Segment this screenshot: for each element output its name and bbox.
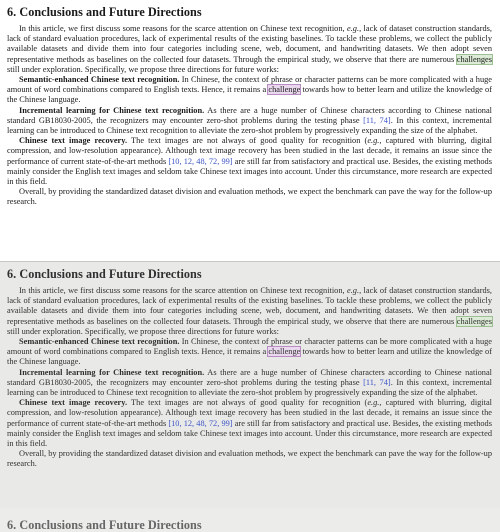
highlight-challenge[interactable]: challenge bbox=[268, 347, 301, 357]
citation-link[interactable]: [10, 12, 48, 72, 99] bbox=[168, 156, 233, 166]
intro-paragraph: In this article, we first discuss some reasons for the scarce attention on Chinese text recognition, e.g., lack of dataset construction standards, lack of standard evaluation procedures, lack of experimental results of the existing baselines. To tackle these problems, we collect the publicly available datasets and divide them into four categories including scene, web, document, and handwriting datasets. We then adopt seven representative methods as baselines on the collected four datasets. Through the empirical study, we observe that there are numerous challenges still under exploration. Specifically, we propose three directions for future works: bbox=[7, 24, 492, 74]
section-heading: 6. Conclusions and Future Directions bbox=[7, 518, 202, 532]
citation-link[interactable]: [11, 74] bbox=[363, 115, 391, 125]
document-panel-tertiary-cutoff bbox=[0, 508, 500, 532]
citation-link[interactable]: [11, 74] bbox=[363, 377, 391, 387]
highlight-challenges[interactable]: challenges bbox=[456, 54, 492, 64]
section-heading: 6. Conclusions and Future Directions bbox=[7, 5, 202, 19]
highlight-challenges[interactable]: challenges bbox=[456, 316, 492, 326]
closing-paragraph: Overall, by providing the standardized dataset division and evaluation methods, we expect the benchmark can pave the way for the follow-up research. bbox=[7, 187, 492, 207]
semantic-paragraph: Semantic-enhanced Chinese text recognition. In Chinese, the context of phrase or character patterns can be more complicated with a huge amount of word combinations compared to English texts. Hence, it remains a challenge towards how to better learn and utilize the knowledge of the Chinese language. bbox=[7, 75, 492, 105]
highlight-challenge[interactable]: challenge bbox=[268, 85, 301, 95]
recovery-paragraph: Chinese text image recovery. The text images are not always of good quality for recognition (e.g., captured with blurring, digital compression, and low-resolution appearance). Although text image recovery has been studied in the last decade, it remains an issue since the performance of current state-of-the-art methods [10, 12, 48, 72, 99] are still far from satisfactory and practical use. Besides, the existing methods mainly consider the English text images and seldom take Chinese text images into account. Under this circumstance, more research are expected in this field. bbox=[7, 398, 492, 449]
citation-link[interactable]: [10, 12, 48, 72, 99] bbox=[168, 418, 233, 428]
closing-paragraph: Overall, by providing the standardized dataset division and evaluation methods, we expect the benchmark can pave the way for the follow-up research. bbox=[7, 449, 492, 469]
intro-paragraph: In this article, we first discuss some reasons for the scarce attention on Chinese text recognition, e.g., lack of dataset construction standards, lack of standard evaluation procedures, lack of experimental results of the existing baselines. To tackle these problems, we collect the publicly available datasets and divide them into four categories including scene, web, document, and handwriting datasets. We then adopt seven representative methods as baselines on the collected four datasets. Through the empirical study, we observe that there are numerous challenges still under exploration. Specifically, we propose three directions for future works: bbox=[7, 286, 492, 336]
semantic-paragraph: Semantic-enhanced Chinese text recognition. In Chinese, the context of phrase or character patterns can be more complicated with a huge amount of word combinations compared to English texts. Hence, it remains a challenge towards how to better learn and utilize the knowledge of the Chinese language. bbox=[7, 337, 492, 367]
recovery-paragraph: Chinese text image recovery. The text images are not always of good quality for recognition (e.g., captured with blurring, digital compression, and low-resolution appearance). Although text image recovery has been studied in the last decade, it remains an issue since the performance of current state-of-the-art methods [10, 12, 48, 72, 99] are still far from satisfactory and practical use. Besides, the existing methods mainly consider the English text images and seldom take Chinese text images into account. Under this circumstance, more research are expected in this field. bbox=[7, 136, 492, 187]
document-panel-primary bbox=[0, 0, 500, 262]
incremental-paragraph: Incremental learning for Chinese text recognition. As there are a huge number of Chinese characters according to Chinese national standard GB18030-2005, the recognizers may encounter zero-shot problems during the testing phase [11, 74]. In this context, incremental learning can be introduced to Chinese text recognition to alleviate the zero-shot problem by progressively expanding the size of the alphabet. bbox=[7, 367, 493, 398]
section-heading: 6. Conclusions and Future Directions bbox=[7, 267, 202, 281]
incremental-paragraph: Incremental learning for Chinese text recognition. As there are a huge number of Chinese characters according to Chinese national standard GB18030-2005, the recognizers may encounter zero-shot problems during the testing phase [11, 74]. In this context, incremental learning can be introduced to Chinese text recognition to alleviate the zero-shot problem by progressively expanding the size of the alphabet. bbox=[7, 105, 493, 136]
document-panel-secondary bbox=[0, 262, 500, 508]
